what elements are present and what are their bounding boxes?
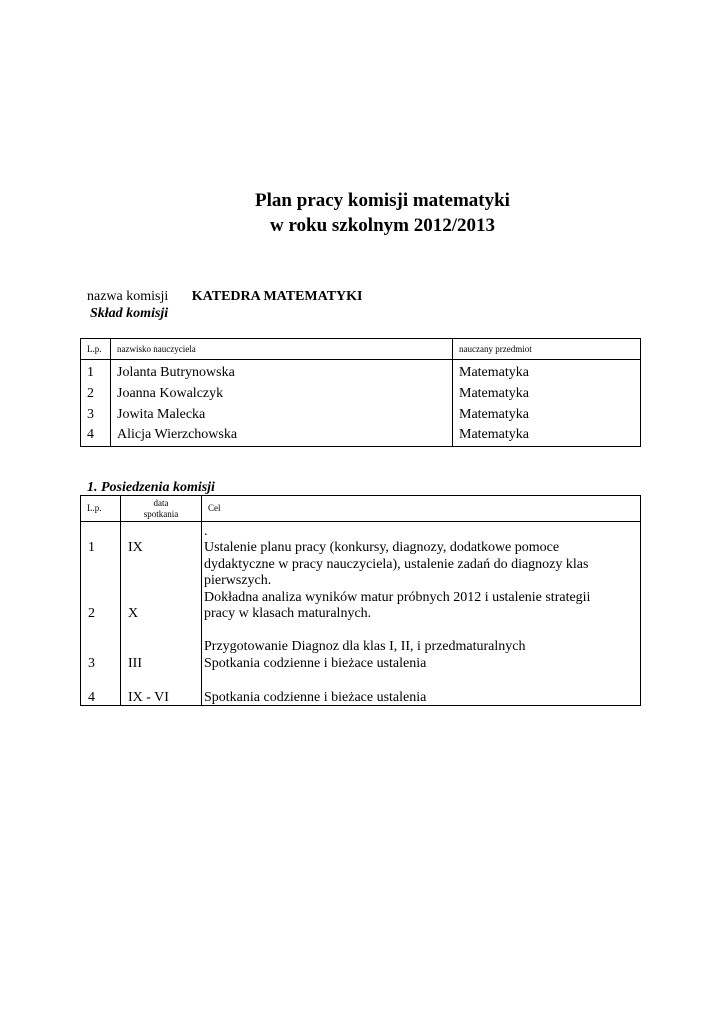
meeting-date: X [128, 606, 139, 621]
meeting-date: IX [128, 540, 143, 555]
meetings-body-row [81, 522, 641, 706]
meetings-lp-cell [81, 522, 121, 706]
meeting-goal-line: Dokładna analiza wyników matur próbnych 2012 i ustalenie strategii [204, 590, 591, 605]
members-subject-cell [453, 360, 641, 447]
document-title-line-1: Plan pracy komisji matematyki [255, 190, 510, 211]
meetings-date-cell [121, 522, 202, 706]
meetings-table [80, 495, 641, 706]
meetings-goal-cell [202, 522, 641, 706]
commission-name-label: nazwa komisji [87, 289, 169, 304]
meeting-date: IX - VI [128, 690, 169, 705]
meeting-lp: 3 [88, 656, 95, 671]
meeting-goal-line: Spotkania codzienne i bieżace ustalenia [204, 690, 427, 705]
member-subject: Matematyka [459, 406, 529, 422]
meeting-lp: 4 [88, 690, 95, 705]
meeting-goal-line: . [204, 524, 208, 539]
members-col-name: nazwisko nauczyciela [111, 339, 453, 360]
members-col-subject: nauczany przedmiot [453, 339, 641, 360]
members-body-row [81, 360, 641, 447]
meetings-header-row [81, 496, 641, 522]
member-lp: 1 [87, 365, 94, 380]
meetings-col-date-line-2: spotkania [143, 508, 179, 519]
commission-name-row [87, 288, 363, 305]
members-col-lp: L.p. [81, 339, 111, 360]
meetings-col-date [121, 496, 202, 522]
meeting-goal-line: Przygotowanie Diagnoz dla klas I, II, i przedmaturalnych [204, 639, 526, 654]
member-subject: Matematyka [459, 427, 529, 443]
members-heading: Skład komisji [90, 306, 169, 321]
members-table [80, 338, 641, 447]
commission-name-value: KATEDRA MATEMATYKI [191, 289, 363, 304]
meeting-goal-line: pierwszych. [204, 573, 272, 588]
member-name: Alicja Wierzchowska [117, 427, 238, 443]
member-lp: 4 [87, 427, 94, 443]
member-subject: Matematyka [459, 365, 529, 380]
meetings-heading: 1. Posiedzenia komisji [87, 480, 215, 495]
member-lp: 3 [87, 406, 94, 422]
member-name: Jolanta Butrynowska [117, 365, 235, 380]
members-lp-cell [81, 360, 111, 447]
meeting-goal-line: Ustalenie planu pracy (konkursy, diagnozy, dodatkowe pomoce [204, 540, 560, 555]
meeting-lp: 1 [88, 540, 95, 555]
meetings-col-goal: Cel [202, 496, 641, 522]
member-subject: Matematyka [459, 385, 529, 401]
meetings-col-lp: L.p. [81, 496, 121, 522]
members-header-row [81, 339, 641, 360]
member-name: Jowita Malecka [117, 406, 206, 422]
meeting-date: III [128, 656, 142, 671]
meeting-goal-line: pracy w klasach maturalnych. [204, 606, 372, 621]
meeting-goal-line: dydaktyczne w pracy nauczyciela), ustalenie zadań do diagnozy klas [204, 557, 589, 572]
meeting-goal-line: Spotkania codzienne i bieżace ustalenia [204, 656, 427, 671]
meetings-col-date-line-1: data [153, 497, 169, 508]
document-title-line-2: w roku szkolnym 2012/2013 [269, 215, 496, 236]
member-lp: 2 [87, 385, 94, 401]
members-name-cell [111, 360, 453, 447]
member-name: Joanna Kowalczyk [117, 385, 224, 401]
meeting-lp: 2 [88, 606, 95, 621]
